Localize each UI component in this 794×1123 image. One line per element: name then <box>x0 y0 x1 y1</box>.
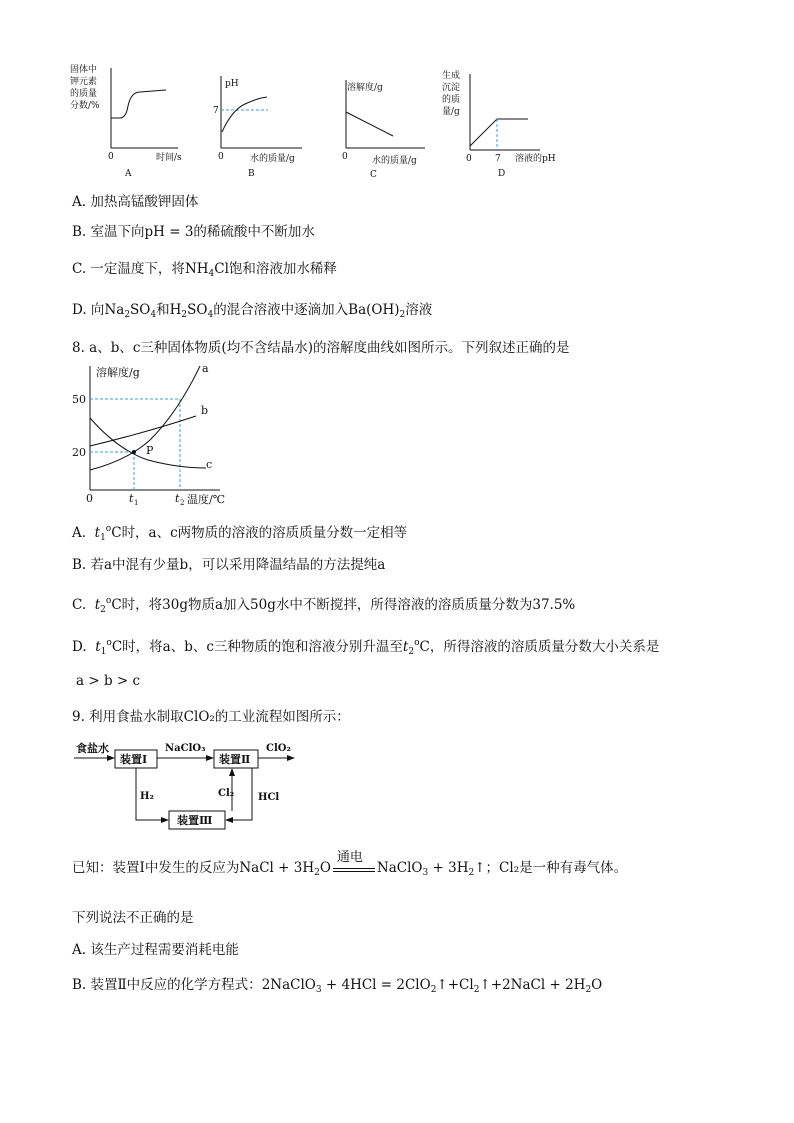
q9-stem: 9. 利用食盐水制取ClO₂的工业流程如图所示： <box>72 709 350 725</box>
x-tick-t2: t <box>175 492 180 505</box>
origin: 0 <box>218 152 224 162</box>
line <box>346 112 393 136</box>
q7-option-c: C. 一定温度下，将$NH_4Cl$饱和溶液加水稀释 <box>72 261 337 279</box>
intersection-point <box>132 450 136 454</box>
q7-graph-d <box>440 66 570 182</box>
curve <box>111 90 166 118</box>
graph-caption: A <box>125 169 132 179</box>
q7-option-a: A. 加热高锰酸钾固体 <box>72 194 199 210</box>
x-axis-label: 溶液的pH <box>515 154 556 164</box>
q9-option-b: B. 装置Ⅱ中反应的化学方程式：2NaClO$_3$ + $4HCl = 2ClO_2↑+Cl_2↑+2NaCl + 2H_2O$ <box>72 977 603 995</box>
cl2-label: Cl₂ <box>218 788 235 799</box>
graph-caption: B <box>248 169 255 179</box>
curve-a-label: a <box>202 362 209 375</box>
origin: 0 <box>342 152 348 162</box>
x-tick-t1-sub: 1 <box>134 499 139 507</box>
y-axis-label: 溶解度/g <box>347 83 383 93</box>
curve-b-label: b <box>201 404 209 417</box>
ph-tick: 7 <box>495 154 501 164</box>
curve-a <box>90 366 200 470</box>
y-tick-50: 50 <box>72 393 86 406</box>
graph-caption: D <box>498 169 506 179</box>
origin: 0 <box>86 492 93 505</box>
q7-graph-b <box>210 72 310 182</box>
x-axis-label: 水的质量/g <box>372 156 417 166</box>
q7-option-b: B. 室温下向pH = 3的稀硫酸中不断加水 <box>72 224 315 240</box>
output-label: ClO₂ <box>266 743 291 754</box>
q7-graph-a <box>70 62 190 180</box>
box-1-label: 装置Ⅰ <box>120 753 148 766</box>
q9-question: 下列说法不正确的是 <box>72 910 194 926</box>
box-2-label: 装置Ⅱ <box>219 753 251 766</box>
q8-option-c: C. $t_2^oC$时，将30g物质a加入50g水中不断搅拌，所得溶液的溶质质量分数为37.5% <box>72 596 576 615</box>
point-label: P <box>146 444 154 457</box>
q7-option-d: D. 向$Na_2SO_4$和$H_2SO_4$的混合溶液中逐滴加入$Ba(OH)_2$溶液 <box>72 302 433 320</box>
svg-text:沉淀: 沉淀 <box>442 83 461 93</box>
curve <box>470 119 528 146</box>
x-axis-label: 水的质量/g <box>250 154 295 164</box>
condition-label: 通电 <box>336 849 363 865</box>
y-axis-label <box>442 69 460 117</box>
graph-caption: C <box>370 170 377 180</box>
h2-label: H₂ <box>140 791 154 802</box>
origin: 0 <box>108 152 114 162</box>
ph-tick: 7 <box>213 106 219 116</box>
origin: 0 <box>466 154 472 164</box>
q8-option-a: A. $t_1^oC$时，a、c两物质的溶液的溶质质量分数一定相等 <box>72 524 408 543</box>
q7-graph-c <box>335 72 435 182</box>
q9-known: 已知：装置Ⅰ中发生的反应为NaCl + $3H_2O$ 通电 NaClO$_3$ + $3H_2↑$；Cl₂是一种有毒气体。 <box>72 849 628 878</box>
svg-text:生成: 生成 <box>442 71 461 81</box>
q9-flow-diagram <box>72 738 312 834</box>
svg-text:的质: 的质 <box>442 95 461 105</box>
x-tick-t2-sub: 2 <box>180 499 185 507</box>
y-axis-label: pH <box>225 79 239 89</box>
x-axis-label: 时间/s <box>156 153 182 163</box>
q8-option-d: D. $t_1^oC$时，将a、b、c三种物质的饱和溶液分别升温至$t_2^oC$，所得溶液的溶质质量分数大小关系是 <box>72 638 660 657</box>
curve-c-label: c <box>206 458 213 471</box>
y-tick-20: 20 <box>72 446 86 459</box>
x-axis-label: 温度/℃ <box>187 493 226 506</box>
input-label: 食盐水 <box>76 742 109 755</box>
svg-text:分数/%: 分数/% <box>70 101 100 111</box>
q8-stem: 8. a、b、c三种固体物质(均不含结晶水)的溶解度曲线如图所示。下列叙述正确的是 <box>72 340 570 356</box>
y-axis-label: 溶解度/g <box>96 366 140 379</box>
svg-text:钾元素: 钾元素 <box>70 77 98 87</box>
q8-solubility-chart <box>68 360 243 508</box>
curve <box>222 97 267 132</box>
hcl-label: HCl <box>258 792 280 803</box>
svg-text:固体中: 固体中 <box>70 65 98 75</box>
q8-option-d-order: a > b > c <box>76 673 141 689</box>
x-tick-t1: t <box>129 492 134 505</box>
q8-option-b: B. 若a中混有少量b，可以采用降温结晶的方法提纯a <box>72 557 386 573</box>
svg-text:量/g: 量/g <box>442 107 460 117</box>
condition-arrow <box>333 849 375 876</box>
naclo3-label: NaClO₃ <box>165 743 206 754</box>
curve-c <box>90 418 206 468</box>
q9-option-a: A. 该生产过程需要消耗电能 <box>72 942 239 958</box>
svg-text:的质量: 的质量 <box>70 89 98 99</box>
box-3-label: 装置Ⅲ <box>177 814 213 827</box>
y-axis-label <box>70 63 100 111</box>
